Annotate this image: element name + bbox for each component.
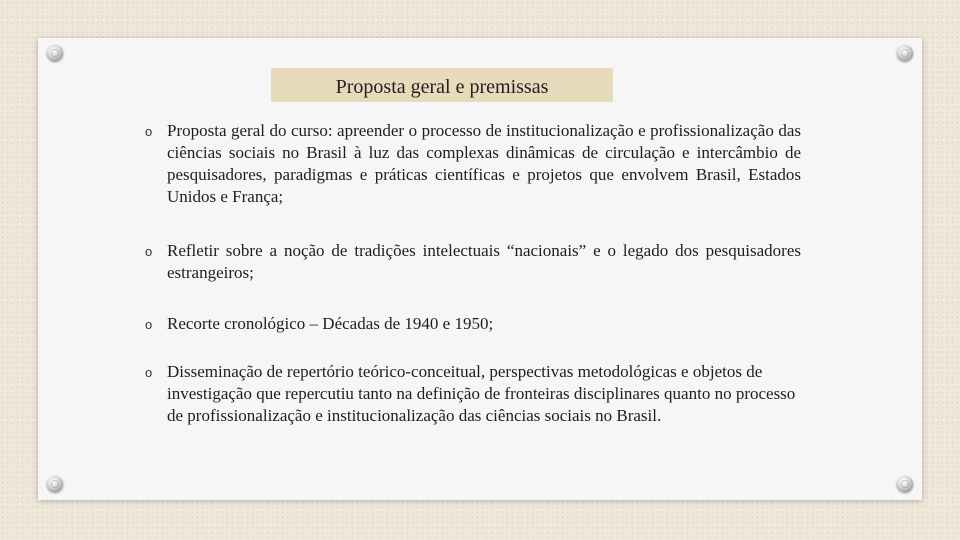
bullet-text: Refletir sobre a noção de tradições intelectuais “nacionais” e o legado dos pesquisadores estrangeiros; xyxy=(167,241,801,282)
bullet-item xyxy=(145,240,801,284)
pushpin-icon xyxy=(897,45,913,61)
bullet-marker-icon: o xyxy=(145,124,153,139)
bullet-item xyxy=(145,361,801,427)
pushpin-icon xyxy=(897,476,913,492)
bullet-item xyxy=(145,313,801,336)
bullet-text: Proposta geral do curso: apreender o processo de institucionalização e profissionalização das ciências sociais no Brasil à luz das complexas dinâmicas de circulação e intercâmbio de pesquisadores, paradigmas e práticas científicas e projetos que envolvem Brasil, Estados Unidos e França; xyxy=(167,121,801,206)
pushpin-icon xyxy=(47,45,63,61)
bullet-item xyxy=(145,120,801,208)
bullet-marker-icon: o xyxy=(145,317,153,332)
pushpin-icon xyxy=(47,476,63,492)
slide-title: Proposta geral e premissas xyxy=(335,75,549,98)
bullet-marker-icon: o xyxy=(145,365,153,380)
bullet-text: Disseminação de repertório teórico-conceitual, perspectivas metodológicas e objetos de investigação que repercutiu tanto na definição de fronteiras disciplinares quanto no processo de profissionalização e institucionalização das ciências sociais no Brasil. xyxy=(167,362,796,425)
bullet-text: Recorte cronológico – Décadas de 1940 e 1950; xyxy=(167,314,494,333)
slide-title-box xyxy=(271,68,613,102)
bullet-marker-icon: o xyxy=(145,244,153,259)
